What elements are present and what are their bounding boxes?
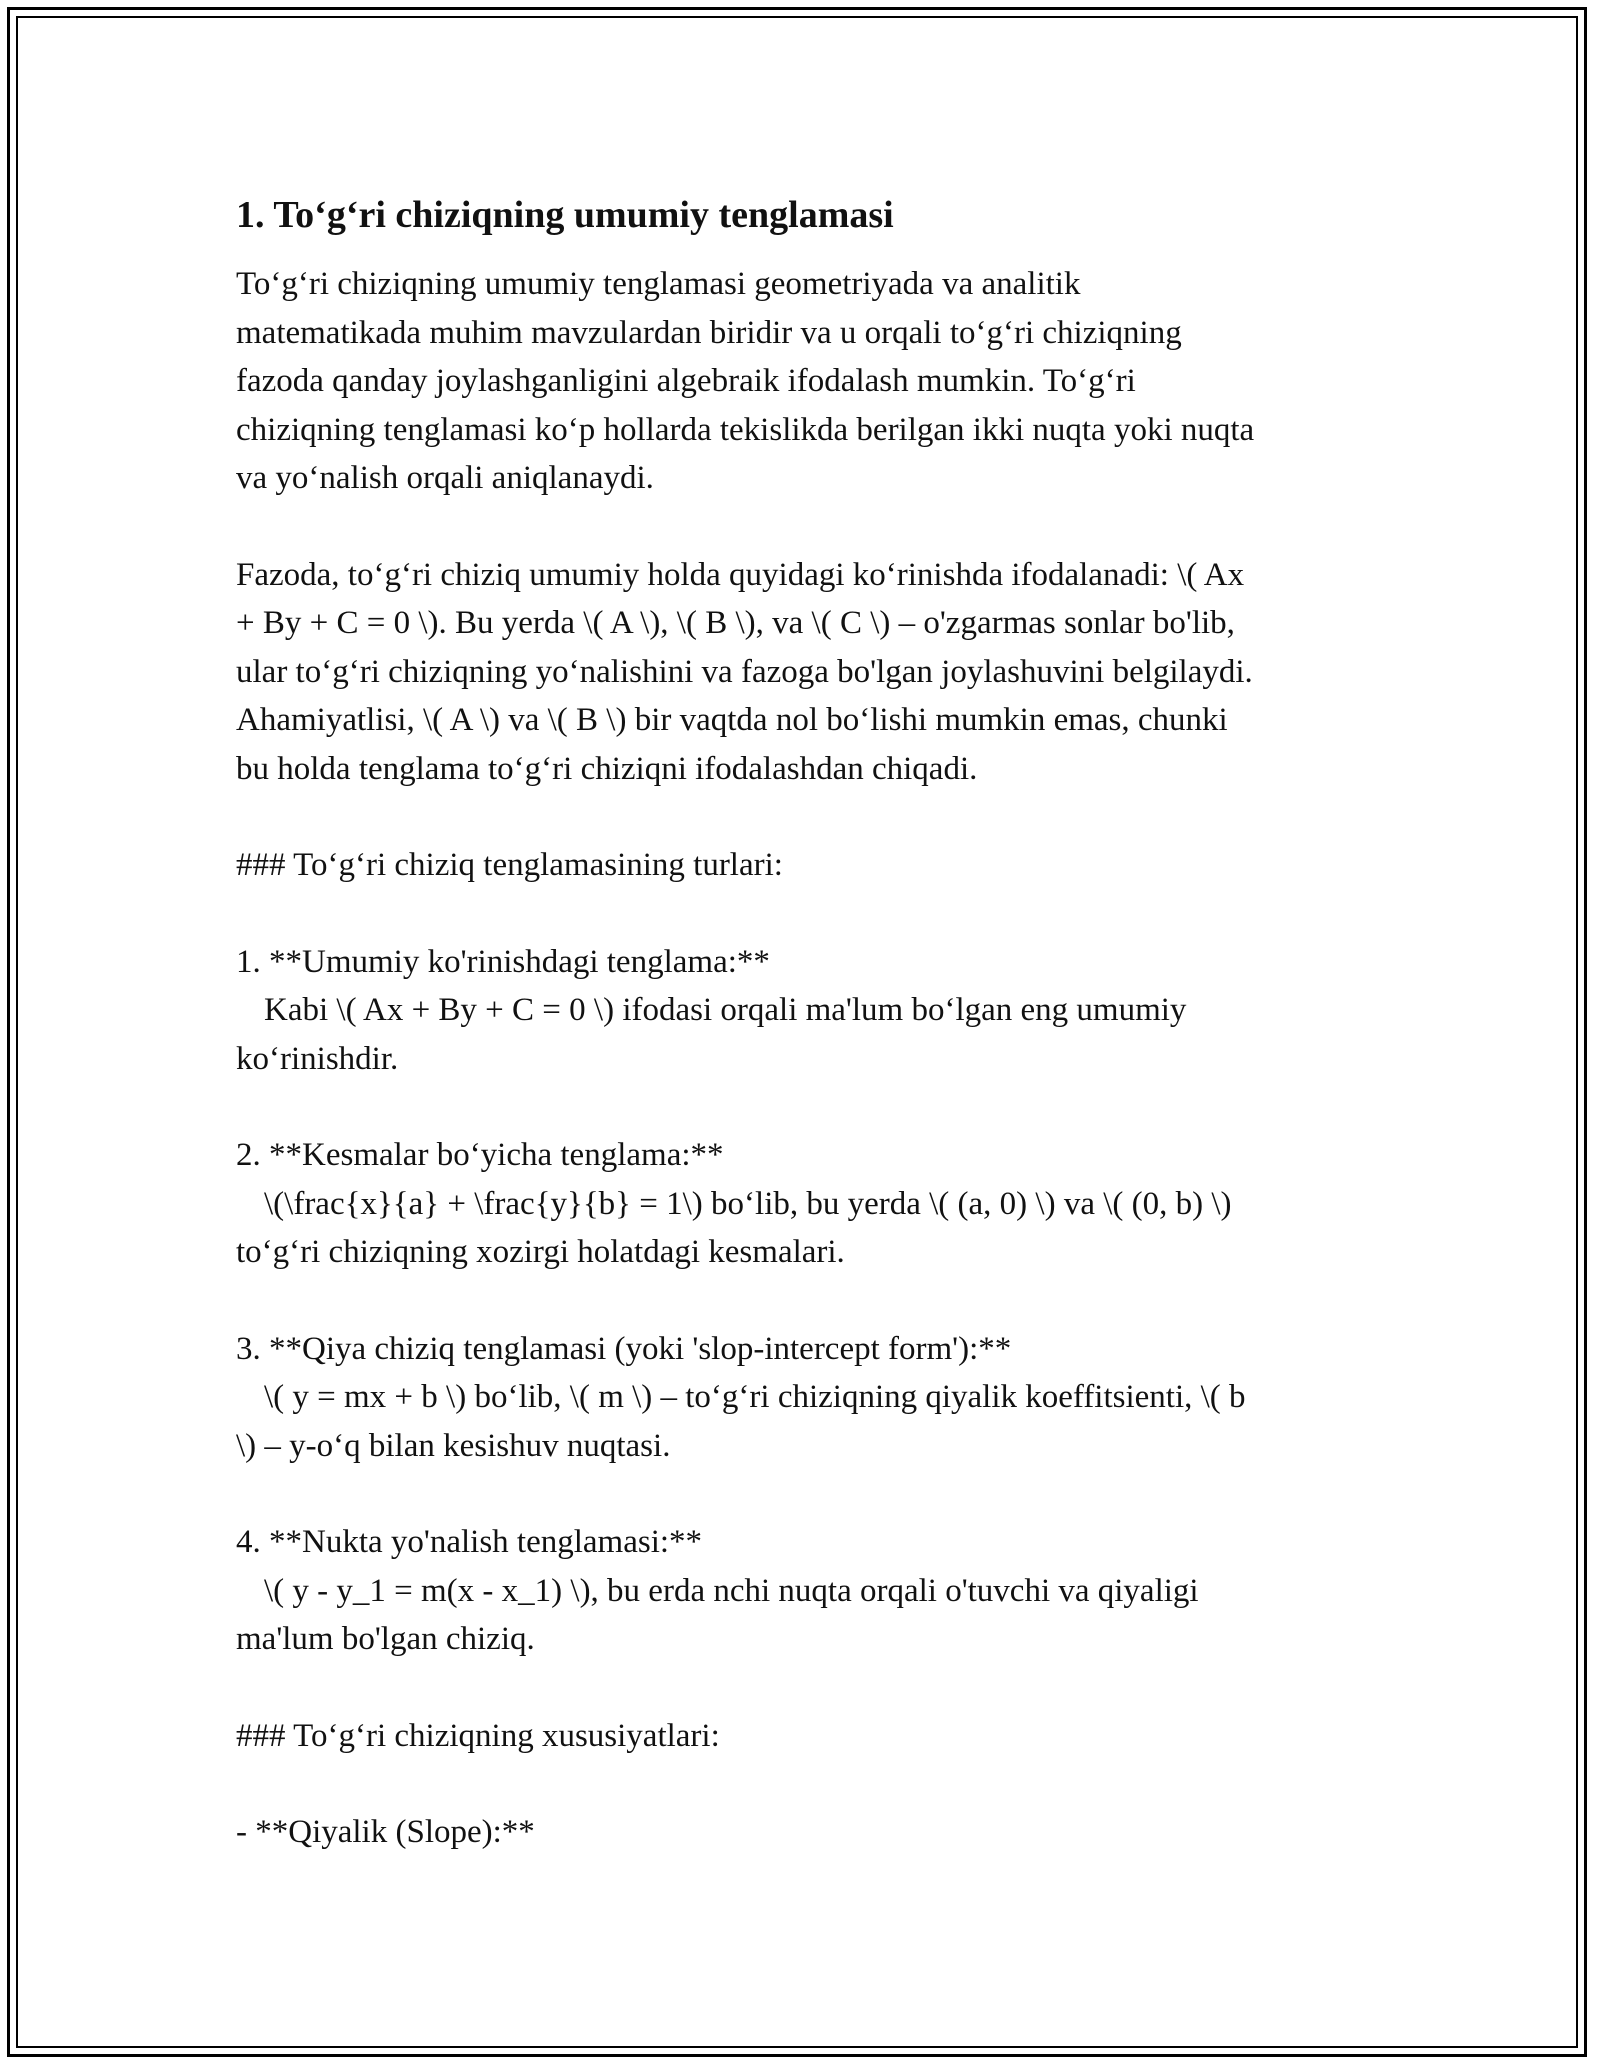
text-line: fazoda qanday joylashganligini algebraik ifodalash mumkin. To‘g‘ri (236, 363, 1136, 399)
text-line: ma'lum bo'lgan chiziq. (236, 1621, 535, 1657)
text-line: chiziqning tenglamasi ko‘p hollarda tekislikda berilgan ikki nuqta yoki nuqta (236, 411, 1255, 448)
list-item-slope (236, 1808, 1376, 1857)
text-line: - **Qiyalik (Slope):** (236, 1814, 535, 1850)
text-line: 4. **Nukta yo'nalish tenglamasi:** (236, 1524, 703, 1560)
text-line: \) – y-o‘q bilan kesishuv nuqtasi. (236, 1427, 671, 1464)
text-line: 3. **Qiya chiziq tenglamasi (yoki 'slop-intercept form'):** (236, 1330, 1012, 1367)
text-line: To‘g‘ri chiziqning umumiy tenglamasi geometriyada va analitik (236, 266, 1081, 302)
document-title: 1. To‘g‘ri chiziqning umumiy tenglamasi (236, 194, 894, 236)
text-line: 1. **Umumiy ko'rinishdagi tenglama:** (236, 943, 770, 980)
text-line: bu holda tenglama to‘g‘ri chiziqni ifodalashdan chiqadi. (236, 750, 978, 787)
section-heading-types (236, 841, 1376, 890)
text-line: va yo‘nalish orqali aniqlanaydi. (236, 460, 654, 496)
text-line: ### To‘g‘ri chiziqning xususiyatlari: (236, 1717, 720, 1754)
text-line: ### To‘g‘ri chiziq tenglamasining turlari: (236, 847, 783, 883)
paragraph-general-form (236, 551, 1376, 794)
list-item-point-slope (236, 1518, 1376, 1664)
text-line: ular to‘g‘ri chiziqning yo‘nalishini va fazoga bo'lgan joylashuvini belgilaydi. (236, 653, 1253, 690)
text-line: \( y = mx + b \) bo‘lib, \( m \) – to‘g‘ri chiziqning qiyalik koeffitsienti, \( b (264, 1379, 1246, 1415)
text-line: Fazoda, to‘g‘ri chiziq umumiy holda quyidagi ko‘rinishda ifodalanadi: \( Ax (236, 556, 1245, 593)
text-line: matematikada muhim mavzulardan biridir va u orqali to‘g‘ri chiziqning (236, 314, 1182, 351)
list-item-slope-intercept (236, 1325, 1376, 1471)
text-line: to‘g‘ri chiziqning xozirgi holatdagi kesmalari. (236, 1234, 845, 1270)
paragraph-intro (236, 260, 1376, 503)
text-line: 2. **Kesmalar bo‘yicha tenglama:** (236, 1137, 724, 1173)
text-line: \(\frac{x}{a} + \frac{y}{b} = 1\) bo‘lib, bu yerda \( (a, 0) \) va \( (0, b) \) (264, 1185, 1232, 1222)
section-heading-properties (236, 1712, 1376, 1761)
text-line: Kabi \( Ax + By + C = 0 \) ifodasi orqali ma'lum bo‘lgan eng umumiy (264, 992, 1187, 1028)
text-line: + By + C = 0 \). Bu yerda \( A \), \( B \), va \( C \) – o'zgarmas sonlar bo'lib, (236, 605, 1235, 641)
text-line: ko‘rinishdir. (236, 1040, 399, 1077)
list-item-intercept-equation (236, 1131, 1376, 1277)
text-line: Ahamiyatlisi, \( A \) va \( B \) bir vaqtda nol bo‘lishi mumkin emas, chunki (236, 702, 1228, 738)
text-line: \( y - y_1 = m(x - x_1) \), bu erda nchi nuqta orqali o'tuvchi va qiyaligi (264, 1572, 1199, 1609)
list-item-general-equation (236, 938, 1376, 1084)
document-body (236, 186, 1376, 1905)
